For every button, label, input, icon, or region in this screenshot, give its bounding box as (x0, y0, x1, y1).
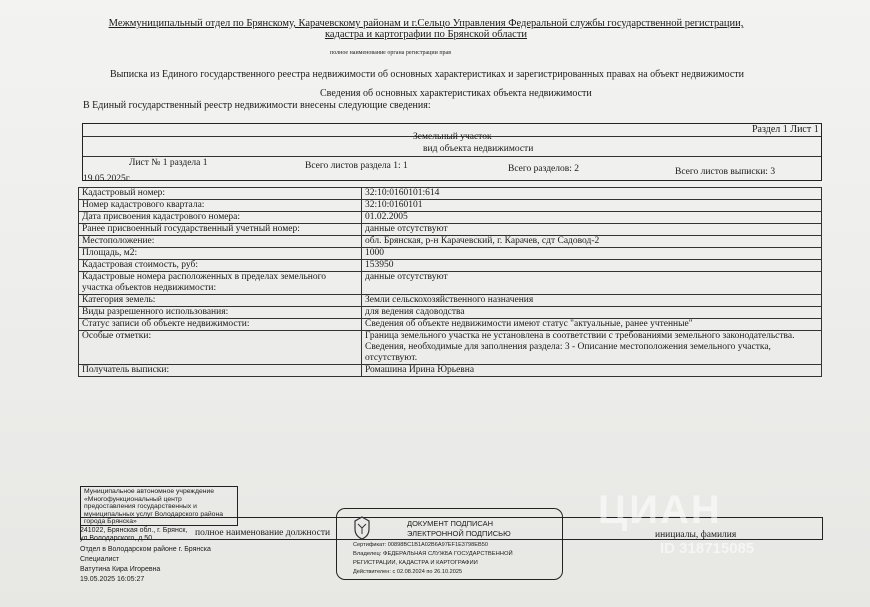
mfc-role: Специалист (80, 556, 120, 563)
field-label: Получатель выписки: (79, 365, 362, 377)
org-name: Межмуниципальный отдел по Брянскому, Карачевскому районам и г.Сельцо Управления Федеральной службы государственной регистрации, кадастра и картографии по Брянской области (108, 18, 744, 40)
intro-text: В Единый государственный реестр недвижимости внесены следующие сведения: (83, 100, 431, 111)
sheet-number: Лист № 1 раздела 1 (129, 158, 208, 168)
extract-sheets: Всего листов выписки: 3 (675, 167, 776, 177)
table-row (79, 272, 822, 295)
field-label: Категория земель: (79, 295, 362, 307)
field-label: Дата присвоения кадастрового номера: (79, 212, 362, 224)
field-value: 1000 (362, 248, 822, 260)
org-caption: полное наименование органа регистрации прав (330, 50, 452, 56)
table-row (79, 248, 822, 260)
mfc-dept: Отдел в Володарском районе г. Брянска (80, 546, 211, 553)
field-label: Кадастровая стоимость, руб: (79, 260, 362, 272)
field-value: данные отсутствуют (362, 224, 822, 236)
field-value: 32:10:0160101:614 (362, 188, 822, 200)
sig-cert: Сертификат: 00898BC1B1A02B6A97EF1E3798EB50 (353, 542, 488, 548)
field-label: Особые отметки: (79, 331, 362, 365)
field-label: Ранее присвоенный государственный учетный номер: (79, 224, 362, 236)
field-label: Кадастровые номера расположенных в пределах земельного участка объектов недвижимости: (79, 272, 362, 295)
fields-table (78, 187, 822, 377)
table-row (79, 365, 822, 377)
table-row (79, 236, 822, 248)
object-type: Земельный участок (413, 132, 492, 142)
sig-owner-2: РЕГИСТРАЦИИ, КАДАСТРА И КАРТОГРАФИИ (353, 560, 478, 566)
mfc-stamp (80, 486, 238, 526)
table-row (79, 319, 822, 331)
watermark-logo: ЦИАН (598, 488, 722, 532)
field-value: 01.02.2005 (362, 212, 822, 224)
initials-label: инициалы, фамилия (655, 530, 737, 540)
mfc-date: 19.05.2025 16:05:27 (80, 576, 145, 583)
sheets-total: Всего листов раздела 1: 1 (305, 161, 408, 171)
field-label: Виды разрешенного использования: (79, 307, 362, 319)
field-value: Земли сельскохозяйственного назначения (362, 295, 822, 307)
table-row (79, 295, 822, 307)
field-value: Ромашина Ирина Юрьевна (362, 365, 822, 377)
table-row (79, 307, 822, 319)
field-label: Кадастровый номер: (79, 188, 362, 200)
position-label: полное наименование должности (195, 528, 331, 538)
sig-valid: Действителен: с 02.08.2024 по 26.10.2025 (353, 569, 463, 575)
watermark-id: ID 318715085 (660, 540, 755, 557)
field-value: обл. Брянская, р-н Карачевский, г. Карачев, сдт Садовод-2 (362, 236, 822, 248)
field-value: 153950 (362, 260, 822, 272)
emblem-icon (351, 515, 373, 541)
extract-date: 19.05.2025г. (83, 174, 131, 184)
table-row (79, 260, 822, 272)
table-row (79, 224, 822, 236)
field-label: Номер кадастрового квартала: (79, 200, 362, 212)
sections-total: Всего разделов: 2 (508, 164, 580, 174)
table-row (79, 200, 822, 212)
object-type-caption: вид объекта недвижимости (423, 144, 534, 154)
field-label: Площадь, м2: (79, 248, 362, 260)
field-label: Статус записи об объекте недвижимости: (79, 319, 362, 331)
e-signature-stamp (336, 508, 563, 580)
field-value: Сведения об объекте недвижимости имеют статус "актуальные, ранее учтенные" (362, 319, 822, 331)
field-label: Местоположение: (79, 236, 362, 248)
table-row (79, 188, 822, 200)
table-row (79, 331, 822, 365)
field-value: данные отсутствуют (362, 272, 822, 295)
mfc-name: Ватутина Кира Игоревна (80, 566, 161, 573)
field-value: Граница земельного участка не установлена в соответствии с требованиями земельного законодательства. Сведения, необходимые для заполнения раздела: 3 - Описание местоположения земельного участка, отсутствуют. (362, 331, 822, 365)
section-header-box (82, 123, 822, 181)
sig-owner-1: Владелец: ФЕДЕРАЛЬНАЯ СЛУЖБА ГОСУДАРСТВЕННОЙ (353, 551, 513, 557)
table-row (79, 212, 822, 224)
document-subtitle: Сведения об основных характеристиках объекта недвижимости (320, 88, 592, 99)
mfc-stamp-text: Муниципальное автономное учреждение «Многофункциональный центр предоставления государственных и муниципальных услуг Володарского района города Брянска» (84, 488, 223, 526)
section-label: Раздел 1 Лист 1 (752, 124, 819, 135)
sig-title-1: ДОКУМЕНТ ПОДПИСАН (407, 519, 494, 528)
field-value: 32:10:0160101 (362, 200, 822, 212)
document-title: Выписка из Единого государственного реестра недвижимости об основных характеристиках и зарегистрированных правах на объект недвижимости (110, 69, 745, 80)
mfc-address: 241022, Брянская обл., г. Брянск, ул.Володарского, д.50 (80, 527, 188, 542)
sig-title-2: ЭЛЕКТРОННОЙ ПОДПИСЬЮ (407, 529, 511, 538)
field-value: для ведения садоводства (362, 307, 822, 319)
